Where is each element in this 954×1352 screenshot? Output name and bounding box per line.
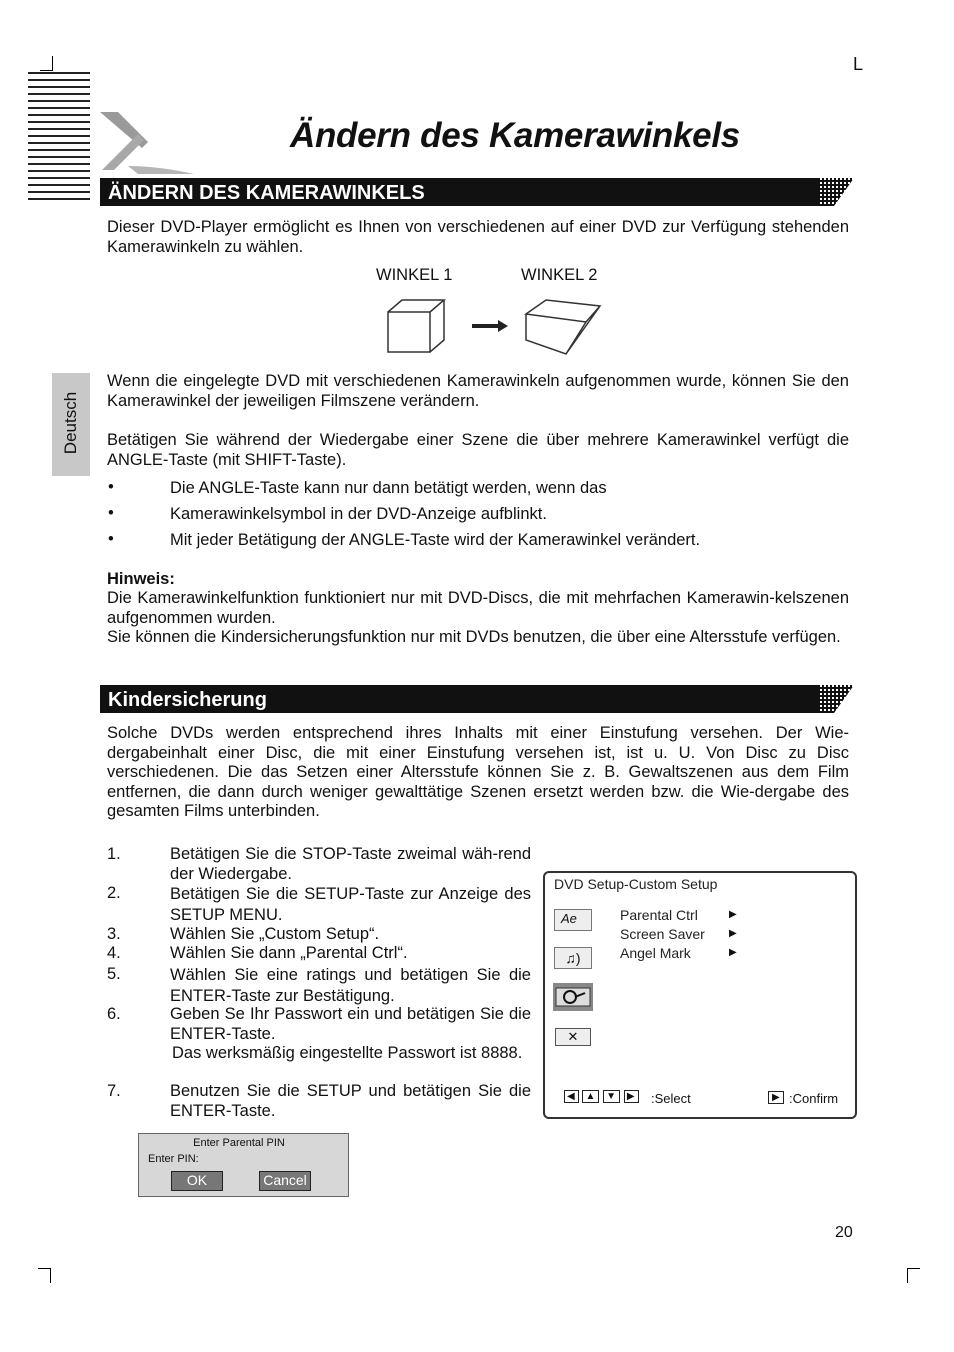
- step-text: Betätigen Sie die STOP-Taste zweimal wäh-rend der Wiedergabe.: [170, 845, 531, 883]
- section-heading-bar: [100, 178, 854, 206]
- section-heading: Kindersicherung: [108, 689, 267, 711]
- note-text-2: Sie können die Kindersicherungsfunktion nur mit DVDs benutzen, die über eine Altersstufe verfügen.: [107, 628, 841, 646]
- step-text: Wählen Sie dann „Parental Ctrl“.: [170, 944, 408, 962]
- heading-dot-pattern: [820, 685, 854, 713]
- exit-setup-icon: ✕: [555, 1028, 591, 1046]
- angle-label-2: WINKEL 2: [521, 266, 598, 284]
- step-text: Geben Se Ihr Passwort ein und betätigen Sie die ENTER-Taste.: [170, 1005, 531, 1043]
- navigation-keys-icon: ◀ ▲ ▼ ▶: [564, 1091, 639, 1102]
- bullet-icon: •: [108, 504, 114, 522]
- brand-logo-icon: [98, 108, 198, 176]
- audio-setup-icon: ♫): [554, 947, 592, 969]
- ok-button[interactable]: OK: [171, 1171, 223, 1191]
- crop-mark-bottom-right: [907, 1268, 920, 1283]
- step-number: 4.: [107, 944, 121, 962]
- step-number: 6.: [107, 1005, 121, 1023]
- angle-label-1: WINKEL 1: [376, 266, 453, 284]
- language-tab: [52, 373, 90, 476]
- page-number: 20: [835, 1224, 853, 1241]
- crop-mark-top-left: [40, 56, 53, 71]
- step-number: 7.: [107, 1082, 121, 1100]
- step-text: Wählen Sie eine ratings und betätigen Sie die ENTER-Taste zur Bestätigung.: [170, 966, 531, 1005]
- paragraph-angle-key: Betätigen Sie während der Wiedergabe einer Szene die über mehrere Kamerawinkel verfügt die ANGLE-Taste (mit SHIFT-Taste).: [107, 431, 849, 469]
- menu-item-angel-mark: Angel Mark: [620, 945, 691, 961]
- language-tab-label: Deutsch: [61, 391, 80, 455]
- step-text: Benutzen Sie die SETUP und betätigen Sie die ENTER-Taste.: [170, 1082, 531, 1120]
- menu-item-screen-saver: Screen Saver: [620, 926, 705, 942]
- note-text-1: Die Kamerawinkelfunktion funktioniert nur mit DVD-Discs, die mit mehrfachen Kamerawin-kelszenen aufgenommen wurden.: [107, 589, 849, 627]
- chevron-right-icon: ▶: [729, 928, 737, 939]
- step-number: 5.: [107, 965, 121, 983]
- list-item: Mit jeder Betätigung der ANGLE-Taste wird der Kamerawinkel verändert.: [170, 531, 701, 549]
- intro-paragraph: Dieser DVD-Player ermöglicht es Ihnen von verschiedenen auf einer DVD zur Verfügung stehenden Kamerawinkeln zu wählen.: [107, 218, 849, 256]
- step-number: 3.: [107, 925, 121, 943]
- arrow-icon: [472, 320, 508, 332]
- confirm-hint: :Confirm: [789, 1091, 839, 1106]
- section-heading-bar: [100, 685, 854, 713]
- menu-item-parental-ctrl: Parental Ctrl: [620, 907, 698, 923]
- play-key-icon: ▶: [768, 1091, 784, 1104]
- page-title: Ändern des Kamerawinkels: [290, 116, 740, 155]
- pin-dialog-title: Enter Parental PIN: [193, 1137, 285, 1149]
- language-setup-icon: [554, 909, 592, 931]
- step-text: Wählen Sie „Custom Setup“.: [170, 925, 380, 943]
- bullet-icon: •: [108, 478, 114, 496]
- camera-angle-diagram: [380, 296, 610, 360]
- setup-menu-title: DVD Setup-Custom Setup: [554, 876, 718, 892]
- list-item: Kamerawinkelsymbol in der DVD-Anzeige aufblinkt.: [170, 505, 547, 523]
- parental-intro-paragraph: Solche DVDs werden entsprechend ihres Inhalts mit einer Einstufung versehen. Der Wie-dergabeinhalt einer Disc, die mit einer Einstufung versehen ist, ist u. U. Von Disc zu Disc verschiedenen. Die das Setzen einer Altersstufe können Sie z. B. Gewaltszenen aus dem Film entfernen, die dann durch weniger gewalttätige Szenen ersetzt werden bzw. die Wie-dergabe des gesamten Films unterbinden.: [107, 724, 849, 820]
- setup-menu-screenshot: [543, 871, 857, 1119]
- chevron-right-icon: ▶: [729, 909, 737, 920]
- chevron-right-icon: ▶: [729, 947, 737, 958]
- bullet-icon: •: [108, 530, 114, 548]
- pin-dialog-screenshot: [138, 1133, 349, 1197]
- step-number: 2.: [107, 884, 121, 902]
- cancel-button[interactable]: Cancel: [259, 1171, 311, 1191]
- paragraph-camera-angles: Wenn die eingelegte DVD mit verschiedenen Kamerawinkeln aufgenommen wurde, können Sie den Kamerawinkel der jeweiligen Filmszene verändern.: [107, 372, 849, 410]
- step-text: Betätigen Sie die SETUP-Taste zur Anzeige des SETUP MENU.: [170, 885, 531, 924]
- select-hint: :Select: [651, 1091, 691, 1106]
- heading-dot-pattern: [820, 178, 854, 206]
- note-label: Hinweis:: [107, 570, 175, 588]
- step-number: 1.: [107, 845, 121, 863]
- language-setup-icon-label: Ae: [561, 911, 577, 926]
- list-item: Die ANGLE-Taste kann nur dann betätigt werden, wenn das: [170, 479, 607, 497]
- section-heading: ÄNDERN DES KAMERAWINKELS: [108, 182, 425, 204]
- step-text: Das werksmäßig eingestellte Passwort ist 8888.: [172, 1044, 523, 1062]
- pin-prompt: Enter PIN:: [148, 1153, 199, 1165]
- custom-setup-icon: [553, 983, 593, 1011]
- corner-letter: L: [853, 54, 864, 74]
- crop-mark-bottom-left: [38, 1268, 51, 1283]
